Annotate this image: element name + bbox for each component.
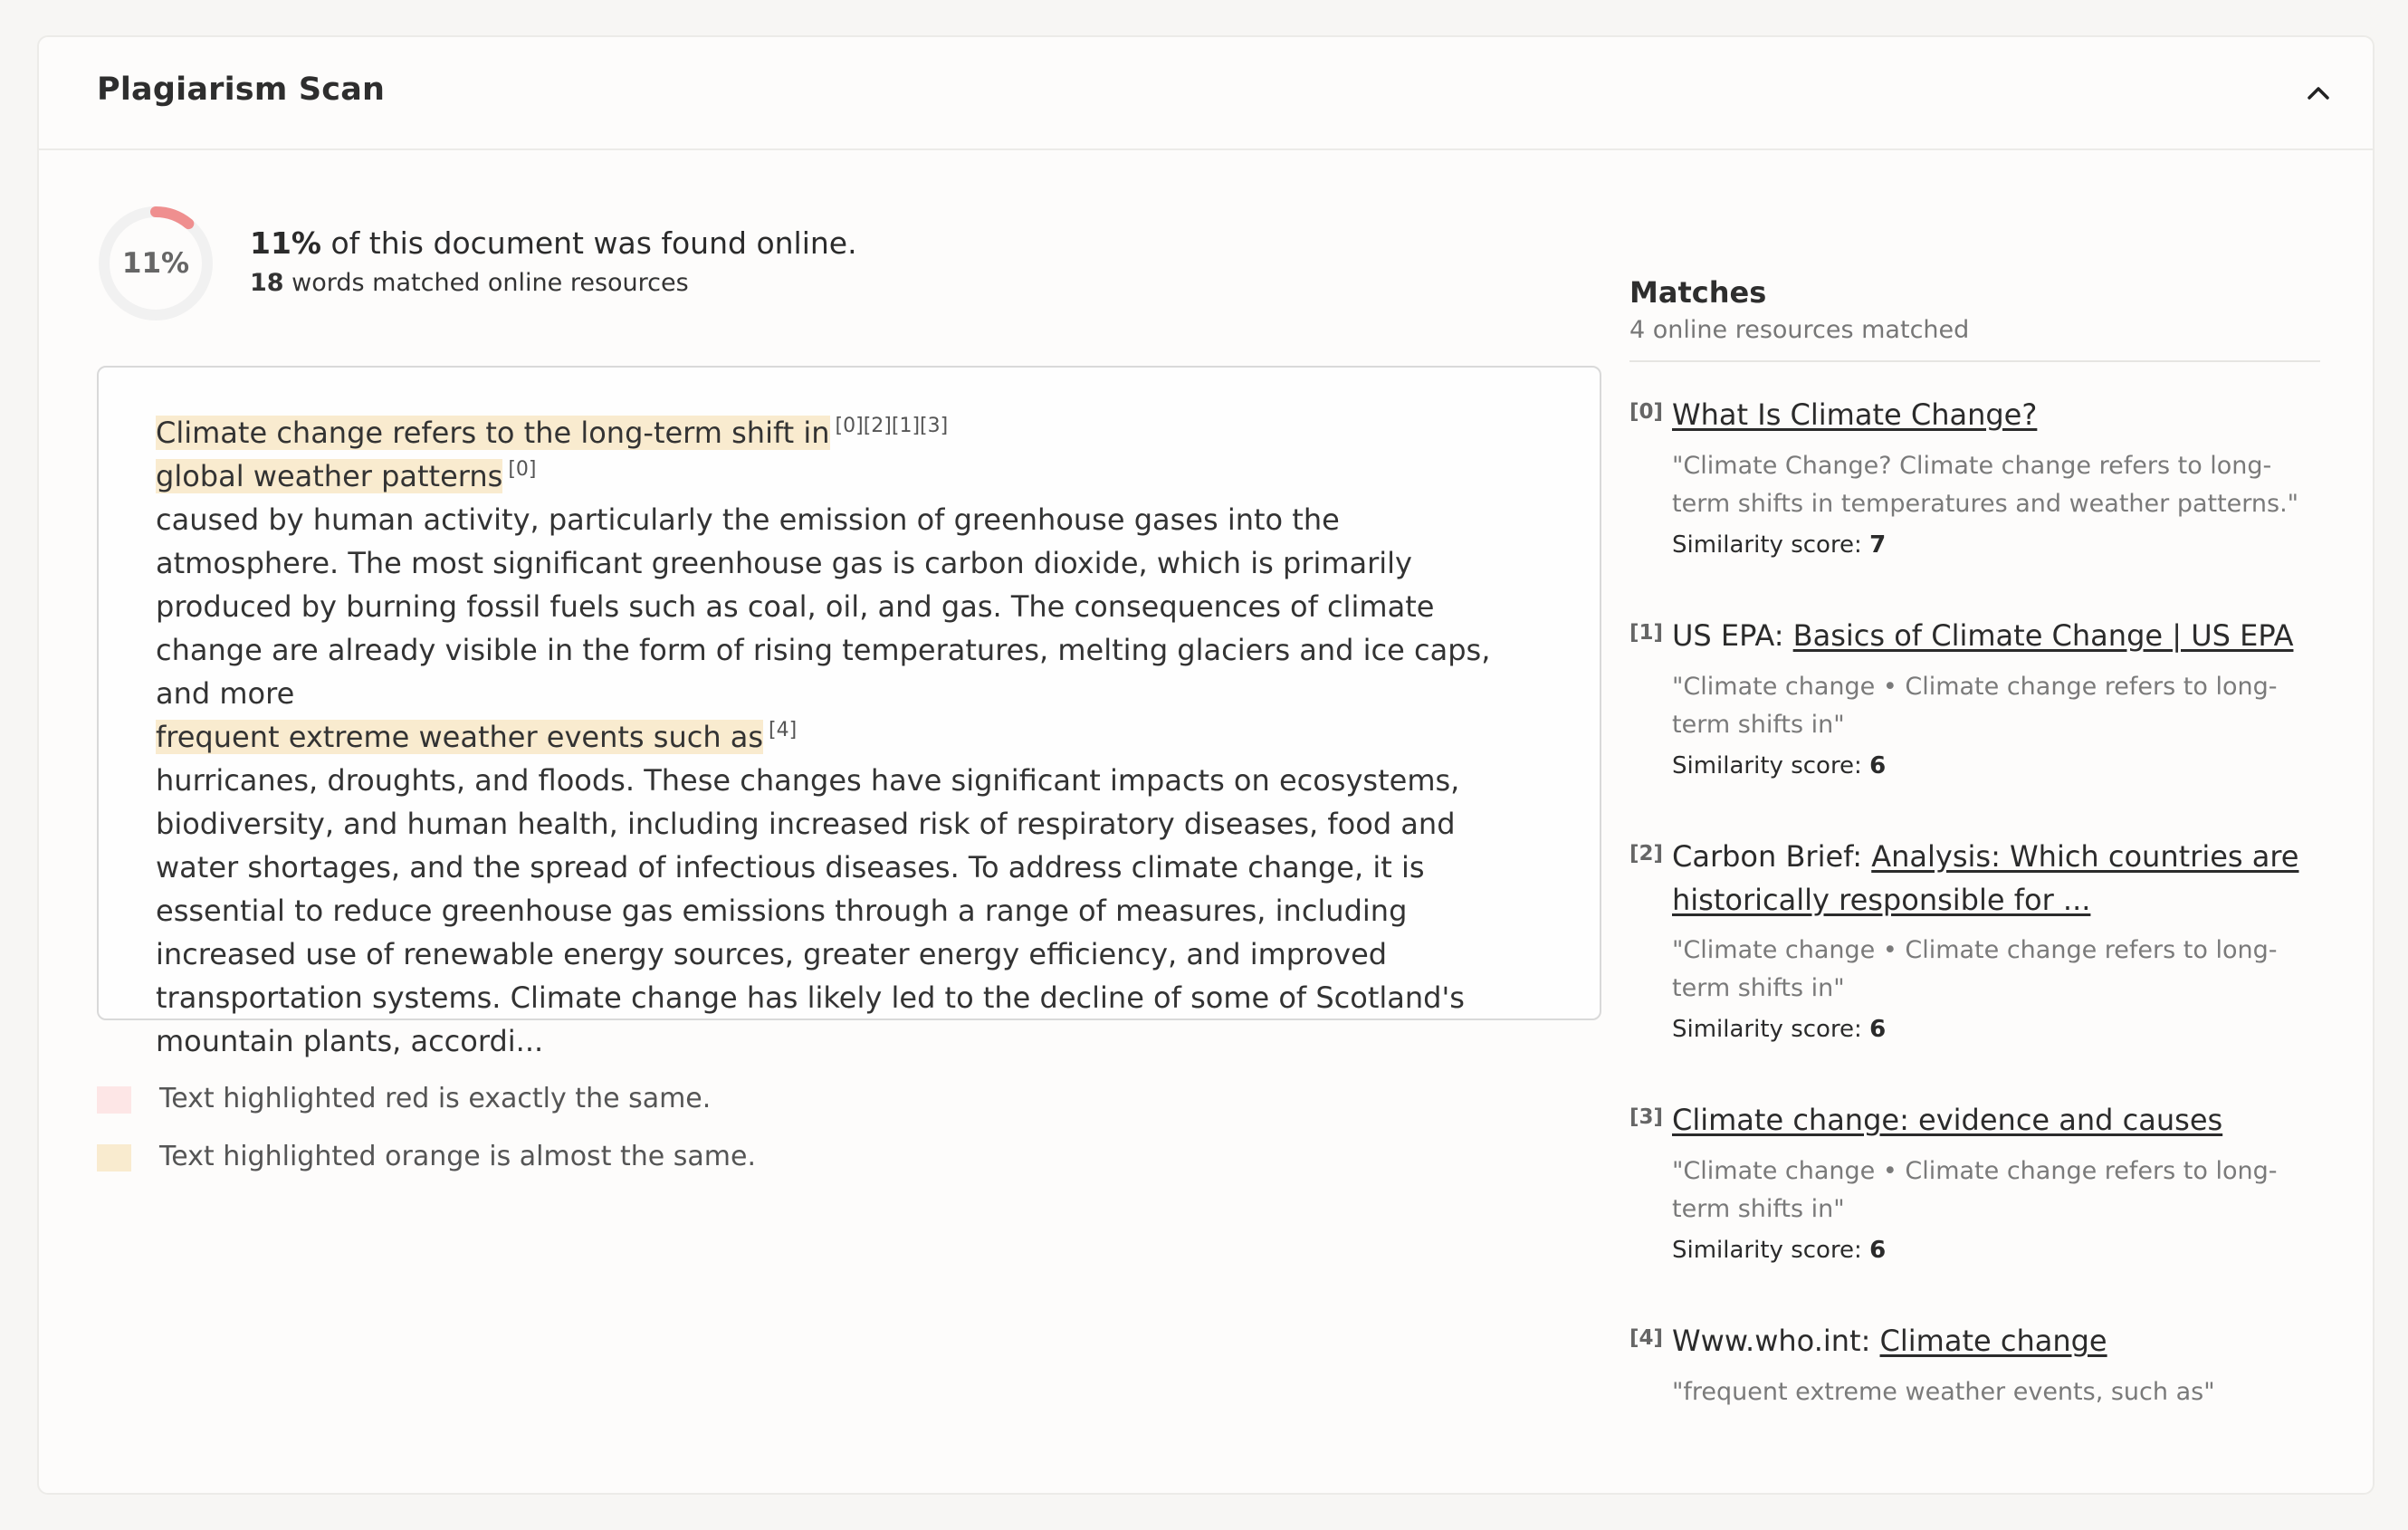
similarity-score: [1672, 1237, 1886, 1264]
match-link[interactable]: Basics of Climate Change | US EPA: [1792, 618, 2294, 653]
score-label: Similarity score:: [1672, 1237, 1870, 1264]
summary-words: [250, 269, 689, 297]
doc-segment: [156, 454, 1495, 498]
match-link[interactable]: Climate change: [1879, 1324, 2107, 1358]
reference-markers[interactable]: [0][2][1][3]: [835, 415, 949, 437]
ring-percent-label: 11%: [121, 247, 190, 280]
match-quote: "Climate Change? Climate change refers to long-term shifts in temperatures and weather patterns.": [1672, 452, 2299, 518]
match-quote: "Climate change • Climate change refers to long-term shifts in": [1672, 936, 2278, 1002]
match-percentage-ring: [97, 205, 215, 322]
reference-markers[interactable]: [4]: [769, 719, 798, 741]
similarity-score: [1672, 752, 1886, 779]
legend-red-text: Text highlighted red is exactly the same.: [159, 1083, 712, 1114]
collapse-button[interactable]: [2300, 75, 2336, 111]
score-label: Similarity score:: [1672, 752, 1870, 779]
highlighted-text: Climate change refers to the long-term shift in: [156, 416, 830, 450]
match-link[interactable]: What Is Climate Change?: [1672, 397, 2038, 432]
match-title: [1672, 393, 2306, 436]
words-text: words matched online resources: [283, 269, 689, 297]
match-link[interactable]: Climate change: evidence and causes: [1672, 1103, 2223, 1137]
doc-segment: hurricanes, droughts, and floods. These changes have significant impacts on ecosystems, biodiversity, and human health, including increased risk of respiratory diseases, food and water shortages, and the spread of infectious diseases. To address climate change, it is essential to reduce greenhouse gas emissions through a range of measures, including increased use of renewable energy sources, greater energy efficiency, and improved transportation systems. Climate change has likely led to the decline of some of Scotland's mountain plants, accordi...: [156, 763, 1465, 1058]
doc-segment: caused by human activity, particularly the emission of greenhouse gases into the atmosphere. The most significant greenhouse gas is carbon dioxide, which is primarily produced by burning fossil fuels such as coal, oil, and gas. The consequences of climate change are already visible in the form of rising temperatures, melting glaciers and ice caps, and more: [156, 502, 1491, 711]
match-link[interactable]: Analysis: Which countries are historically responsible for ...: [1672, 839, 2299, 917]
document-text: [156, 411, 1495, 1063]
legend-orange-text: Text highlighted orange is almost the same.: [159, 1141, 756, 1172]
highlighted-text: global weather patterns: [156, 459, 503, 493]
score-label: Similarity score:: [1672, 1016, 1870, 1043]
match-quote: "frequent extreme weather events, such as": [1672, 1378, 2215, 1406]
match-source: US EPA:: [1672, 618, 1793, 653]
words-count: 18: [250, 269, 284, 297]
orange-swatch: [97, 1144, 131, 1171]
summary-percent: 11%: [250, 225, 321, 261]
doc-segment: [156, 715, 1495, 759]
doc-segment: [156, 411, 1495, 454]
highlighted-text: frequent extreme weather events such as: [156, 720, 764, 754]
match-title: [1672, 835, 2306, 922]
match-index: [3]: [1629, 1105, 1664, 1129]
match-index: [2]: [1629, 842, 1664, 865]
match-title: [1672, 1098, 2306, 1142]
summary-headline-text: of this document was found online.: [321, 225, 857, 261]
match-index: [4]: [1629, 1326, 1664, 1350]
red-swatch: [97, 1086, 131, 1114]
score-value: 6: [1869, 1237, 1887, 1264]
matches-subtitle: 4 online resources matched: [1629, 316, 1970, 344]
score-value: 6: [1869, 1016, 1887, 1043]
chevron-up-icon: [2300, 75, 2336, 111]
score-value: 6: [1869, 752, 1887, 779]
match-source: Carbon Brief:: [1672, 839, 1872, 874]
similarity-score: [1672, 531, 1886, 559]
plagiarism-scan-panel: [37, 35, 2375, 1495]
match-title: [1672, 614, 2306, 657]
match-quote: "Climate change • Climate change refers to long-term shifts in": [1672, 1157, 2278, 1223]
score-label: Similarity score:: [1672, 531, 1870, 559]
score-value: 7: [1869, 531, 1887, 559]
similarity-score: [1672, 1016, 1886, 1043]
summary-headline: [250, 225, 857, 261]
matches-divider: [1629, 360, 2320, 362]
match-index: [0]: [1629, 400, 1664, 424]
match-quote: "Climate change • Climate change refers to long-term shifts in": [1672, 673, 2278, 739]
matches-title: Matches: [1629, 275, 1767, 310]
match-source: Www.who.int:: [1672, 1324, 1880, 1358]
reference-markers[interactable]: [0]: [508, 458, 537, 481]
match-title: [1672, 1319, 2306, 1363]
match-index: [1]: [1629, 621, 1664, 645]
document-text-box: [97, 366, 1601, 1058]
panel-title: Plagiarism Scan: [97, 72, 386, 108]
panel-header: [39, 37, 2373, 150]
